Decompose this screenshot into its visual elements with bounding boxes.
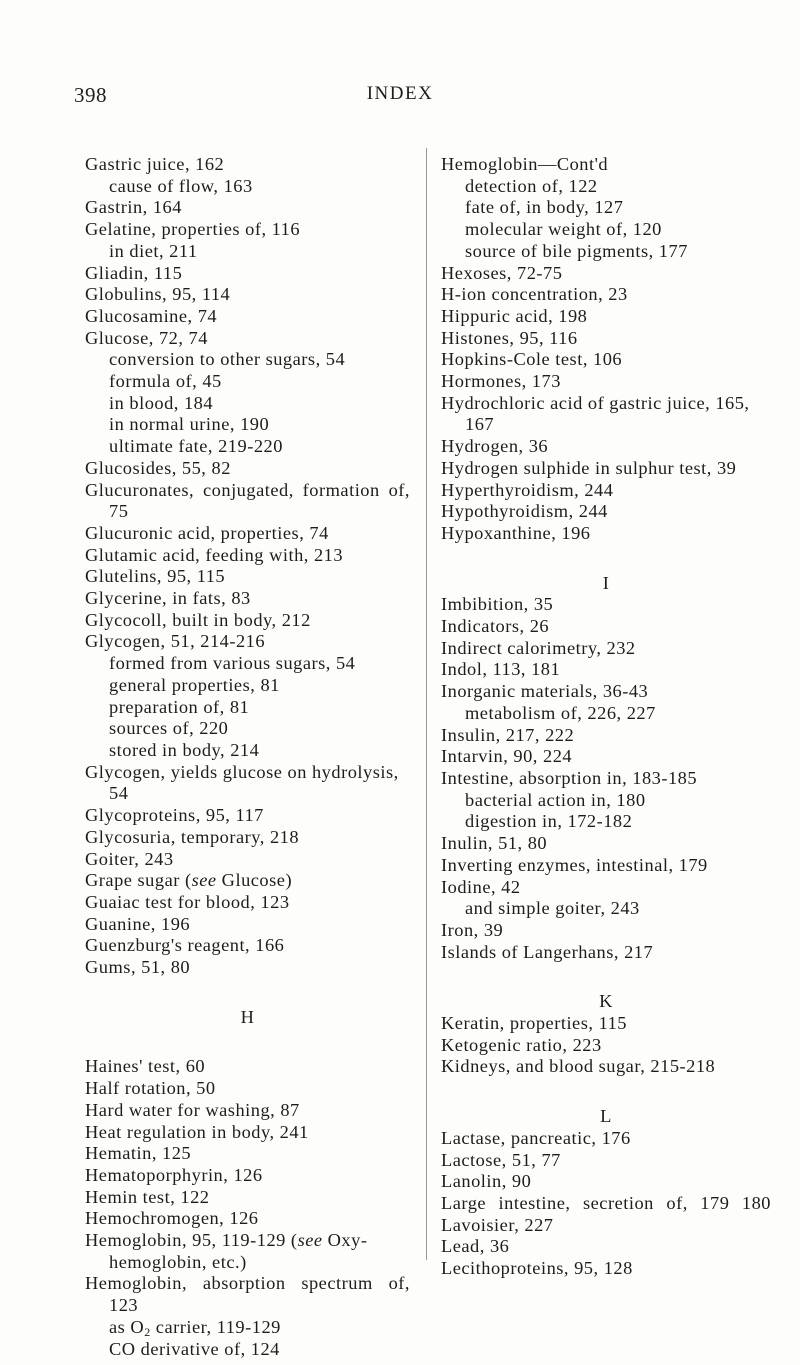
index-entry: Glycerine, in fats, 83 xyxy=(85,588,251,609)
index-entry: Globulins, 95, 114 xyxy=(85,284,231,305)
index-entry: Glycoproteins, 95, 117 xyxy=(85,805,264,826)
index-entry: Kidneys, and blood sugar, 215-218 xyxy=(441,1056,716,1077)
section-letter-i: I xyxy=(602,572,610,593)
index-entry: Hemin test, 122 xyxy=(85,1186,210,1207)
index-entry: Glutamic acid, feeding with, 213 xyxy=(85,544,344,565)
index-entry: Haines' test, 60 xyxy=(85,1056,206,1077)
index-entry: Glycogen, 51, 214-216 xyxy=(85,631,266,652)
index-entry: Hard water for washing, 87 xyxy=(85,1099,300,1120)
index-subentry: and simple goiter, 243 xyxy=(465,898,640,919)
index-subentry: ultimate fate, 219-220 xyxy=(109,436,283,457)
index-entry: Glycogen, yields glucose on hydrolysis, 54 xyxy=(85,761,399,804)
index-entry: Hematoporphyrin, 126 xyxy=(85,1164,263,1185)
entry-text: Hemoglobin, 95, 119-129 ( xyxy=(85,1230,298,1251)
index-entry: Ketogenic ratio, 223 xyxy=(441,1034,602,1055)
index-entry: H-ion concentration, 23 xyxy=(441,284,628,305)
index-entry: Gliadin, 115 xyxy=(85,262,183,283)
index-entry: Hydrogen, 36 xyxy=(441,436,549,457)
index-entry: Glutelins, 95, 115 xyxy=(85,566,226,587)
entry-text: as O xyxy=(109,1316,145,1337)
index-entry: Gelatine, properties of, 116 xyxy=(85,219,301,240)
index-entry: Iron, 39 xyxy=(441,919,504,940)
index-entry: Hydrochloric acid of gastric juice, 165, 167 xyxy=(441,392,750,435)
see-reference: see xyxy=(297,1230,323,1251)
index-entry: Iodine, 42 xyxy=(441,876,521,897)
index-entry: Large intestine, secretion of, 179 180 xyxy=(441,1192,771,1213)
index-column-right xyxy=(441,154,771,1280)
index-entry: Inulin, 51, 80 xyxy=(441,833,548,854)
index-entry: Imbibition, 35 xyxy=(441,594,554,615)
index-entry: Insulin, 217, 222 xyxy=(441,724,575,745)
see-reference: see xyxy=(191,870,217,891)
index-entry: Lecithoproteins, 95, 128 xyxy=(441,1258,633,1279)
index-subentry: conversion to other sugars, 54 xyxy=(109,349,346,370)
index-subentry: source of bile pigments, 177 xyxy=(465,240,688,261)
index-entry: Hemochromogen, 126 xyxy=(85,1208,259,1229)
index-subentry: in blood, 184 xyxy=(109,392,214,413)
index-entry: Gums, 51, 80 xyxy=(85,957,191,978)
index-entry: Guenzburg's reagent, 166 xyxy=(85,935,285,956)
index-entry: Guanine, 196 xyxy=(85,913,191,934)
column-divider xyxy=(426,148,427,1260)
index-entry: Hyperthyroidism, 244 xyxy=(441,479,614,500)
index-entry: Glycosuria, temporary, 218 xyxy=(85,826,300,847)
index-subentry: stored in body, 214 xyxy=(109,739,260,760)
index-entry: Guaiac test for blood, 123 xyxy=(85,891,290,912)
index-entry: Indirect calorimetry, 232 xyxy=(441,637,636,658)
index-subentry: in normal urine, 190 xyxy=(109,414,270,435)
index-entry: Glycocoll, built in body, 212 xyxy=(85,609,311,630)
index-subentry: metabolism of, 226, 227 xyxy=(465,702,656,723)
index-subentry: bacterial action in, 180 xyxy=(465,789,646,810)
index-entry xyxy=(85,870,410,892)
index-entry: Hydrogen sulphide in sulphur test, 39 xyxy=(441,457,737,478)
index-entry: Indicators, 26 xyxy=(441,616,550,637)
index-subentry: fate of, in body, 127 xyxy=(465,197,624,218)
index-entry: Hexoses, 72-75 xyxy=(441,262,563,283)
index-entry: Glucosides, 55, 82 xyxy=(85,457,231,478)
index-entry: Lactose, 51, 77 xyxy=(441,1149,561,1170)
index-entry: Hypothyroidism, 244 xyxy=(441,501,608,522)
index-entry: Gastrin, 164 xyxy=(85,197,182,218)
index-entry: Hormones, 173 xyxy=(441,371,561,392)
page-header xyxy=(0,83,800,113)
index-column-left xyxy=(85,154,410,1360)
index-subentry: preparation of, 81 xyxy=(109,696,250,717)
index-entry xyxy=(85,1230,410,1273)
section-letter-k: K xyxy=(599,991,613,1012)
index-entry: Keratin, properties, 115 xyxy=(441,1013,627,1034)
subscript: 2 xyxy=(144,1324,151,1339)
index-entry: Lead, 36 xyxy=(441,1236,510,1257)
running-head: INDEX xyxy=(366,83,434,104)
index-entry: Glucuronic acid, properties, 74 xyxy=(85,522,329,543)
index-subentry: in diet, 211 xyxy=(109,240,198,261)
index-entry: Glucuronates, conjugated, formation of, 75 xyxy=(85,479,410,522)
index-entry: Glucosamine, 74 xyxy=(85,305,218,326)
index-entry: Lactase, pancreatic, 176 xyxy=(441,1127,631,1148)
entry-text: Oxy-hemoglobin, etc.) xyxy=(109,1230,368,1272)
index-entry: Hemoglobin—Cont'd xyxy=(441,154,609,174)
index-entry: Half rotation, 50 xyxy=(85,1078,216,1099)
index-entry: Intestine, absorption in, 183-185 xyxy=(441,767,698,788)
index-entry: Hypoxanthine, 196 xyxy=(441,522,591,543)
index-entry: Lavoisier, 227 xyxy=(441,1214,554,1235)
index-subentry: formula of, 45 xyxy=(109,371,222,392)
index-entry: Inverting enzymes, intestinal, 179 xyxy=(441,854,708,875)
index-entry: Indol, 113, 181 xyxy=(441,659,561,680)
index-subentry xyxy=(85,1317,410,1339)
index-subentry: cause of flow, 163 xyxy=(109,175,253,196)
index-subentry: digestion in, 172-182 xyxy=(465,811,633,832)
index-subentry: CO derivative of, 124 xyxy=(109,1338,280,1359)
page-number: 398 xyxy=(74,83,107,107)
index-entry: Inorganic materials, 36-43 xyxy=(441,681,649,702)
index-entry: Histones, 95, 116 xyxy=(441,327,578,348)
index-entry: Hippuric acid, 198 xyxy=(441,305,588,326)
entry-text: carrier, 119-129 xyxy=(150,1316,281,1337)
index-entry: Hemoglobin, absorption spectrum of, 123 xyxy=(85,1273,410,1316)
index-entry: Goiter, 243 xyxy=(85,848,174,869)
index-subentry: general properties, 81 xyxy=(109,674,280,695)
index-entry: Intarvin, 90, 224 xyxy=(441,746,573,767)
index-subentry: formed from various sugars, 54 xyxy=(109,653,356,674)
section-letter-h: H xyxy=(240,1006,255,1027)
index-subentry: sources of, 220 xyxy=(109,718,229,739)
index-entry: Hopkins-Cole test, 106 xyxy=(441,349,623,370)
index-entry: Islands of Langerhans, 217 xyxy=(441,941,654,962)
section-letter-l: L xyxy=(600,1106,612,1127)
index-subentry: detection of, 122 xyxy=(465,175,598,196)
index-entry: Hematin, 125 xyxy=(85,1143,192,1164)
index-entry: Heat regulation in body, 241 xyxy=(85,1121,309,1142)
entry-text: Glucose) xyxy=(216,870,293,891)
entry-text: Grape sugar ( xyxy=(85,870,192,891)
index-entry: Glucose, 72, 74 xyxy=(85,327,208,348)
index-entry: Lanolin, 90 xyxy=(441,1171,532,1192)
index-entry: Gastric juice, 162 xyxy=(85,154,225,174)
index-subentry: molecular weight of, 120 xyxy=(465,219,662,240)
